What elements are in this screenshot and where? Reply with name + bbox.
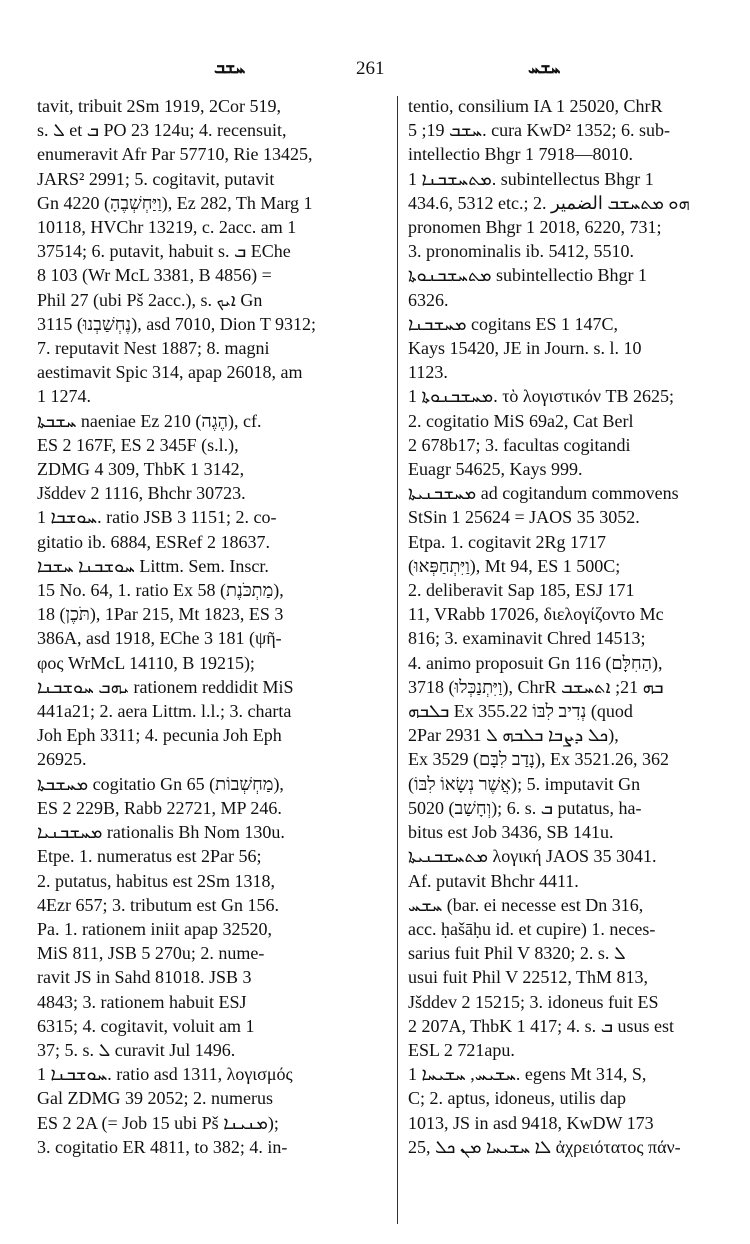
text-line: 5020 (וְחָשַׁב); 6. s. ܒ putatus, ha- [408, 797, 642, 818]
text-line: 7. reputavit Nest 1887; 8. magni [37, 338, 270, 359]
text-line: bitus est Job 3436, SB 141u. [408, 822, 614, 843]
text-line: 2 207A, ThbK 1 417; 4. s. ܒ usus est [408, 1015, 674, 1036]
text-line: ܚܫܒܬܐ naeniae Ez 210 (הֶגֶה), cf. [37, 410, 262, 431]
text-line: Kays 15420, JE in Journ. s. l. 10 [408, 338, 642, 359]
text-line: Gn 4220 (וַיַּחְשְׁבֶהָ), Ez 282, Th Marg 1 [37, 192, 313, 213]
text-line: ESL 2 721apu. [408, 1039, 515, 1060]
text-line: ܚܫܝܚ, ܚܫܝܚܐ 1. egens Mt 314, S, [408, 1064, 647, 1085]
text-line: 816; 3. examinavit Chred 14513; [408, 628, 646, 649]
text-line: tentio, consilium IA 1 25020, ChrR [408, 96, 663, 116]
text-line: C; 2. aptus, idoneus, utilis dap [408, 1088, 626, 1109]
text-line: gitatio ib. 6884, ESRef 2 18637. [37, 531, 270, 552]
text-line: 434.6, 5312 etc.; 2. ܗܘ ܡܬܚܫܒ الضمير [408, 192, 690, 213]
right-column [408, 94, 748, 1159]
text-line: 386A, asd 1918, EChe 3 181 (ψῆ- [37, 628, 282, 649]
text-line: ܚܘܫܒܐ 1. ratio JSB 3 1151; 2. co- [37, 507, 277, 528]
text-line: Gal ZDMG 39 2052; 2. numerus [37, 1088, 273, 1109]
text-line: Joh Eph 3311; 4. pecunia Joh Eph [37, 725, 282, 746]
text-line: φος WrMcL 14110, B 19215); [37, 652, 255, 673]
text-line: ܚܫܚ (bar. ei necesse est Dn 316, [408, 894, 644, 915]
text-line: Af. putavit Bhchr 4411. [408, 870, 579, 891]
text-line: 1013, JS in asd 9418, KwDW 173 [408, 1112, 654, 1133]
text-line: 441a21; 2. aera Littm. l.l.; 3. charta [37, 701, 292, 722]
text-line: Etpe. 1. numeratus est 2Par 56; [37, 846, 262, 867]
text-line: sarius fuit Phil V 8320; 2. s. ܠ [408, 943, 626, 964]
text-line: 2Par 2931 ܟܠ ܕܨܒܐ ܒܠܒܗ ܠ), [408, 725, 619, 746]
text-line: 3. cogitatio ER 4811, to 382; 4. in- [37, 1136, 288, 1157]
text-line: tavit, tribuit 2Sm 1919, 2Cor 519, [37, 96, 282, 116]
text-line: ܝܗܒ ܚܘܫܒܢܐ rationem reddidit MiS [37, 676, 294, 697]
text-line: 1 1274. [37, 386, 91, 407]
text-line: usui fuit Phil V 22512, ThM 813, [408, 967, 649, 988]
text-line: ܡܚܫܒܢܝܬܐ ad cogitandum commovens [408, 483, 679, 504]
text-line: ܚܫܒ 19; 5. cura KwD² 1352; 6. sub- [408, 120, 670, 141]
text-line: ES 2 229B, Rabb 22721, MP 246. [37, 797, 282, 818]
text-line: ܚܘܫܒܢܐ 1. ratio asd 1311, λογισμός [37, 1064, 293, 1085]
text-line: ܒܠܒܗ Ex 355.22 נְדִיב לִבּוֹ (quod [408, 701, 633, 722]
text-line: ES 2 167F, ES 2 345F (s.l.), [37, 434, 239, 455]
text-line: (אֲשֶׁר נְשָׂאוֹ לִבּוֹ); 5. imputavit Gn [408, 773, 641, 794]
text-line: 25, ܠܐ ܚܫܝܚܐ ܡܢ ܟܠ ἀχρειότατος πάν- [408, 1136, 681, 1157]
text-line: StSin 1 25624 = JAOS 35 3052. [408, 507, 640, 528]
text-line: ܡܚܫܒܢܐ cogitans ES 1 147C, [408, 313, 618, 334]
text-line: ZDMG 4 309, ThbK 1 3142, [37, 459, 245, 480]
text-line: 6315; 4. cogitavit, voluit am 1 [37, 1015, 255, 1036]
text-line: ES 2 2A (= Job 15 ubi Pš ܡܢܝܢܐ); [37, 1112, 279, 1133]
text-line: Jšddev 2 15215; 3. idoneus fuit ES [408, 991, 659, 1012]
text-line: aestimavit Spic 314, apap 26018, am [37, 362, 303, 383]
text-line: Euagr 54625, Kays 999. [408, 459, 583, 480]
text-line: enumeravit Afr Par 57710, Rie 13425, [37, 144, 313, 165]
text-line: 2. cogitatio MiS 69a2, Cat Berl [408, 410, 634, 431]
text-line: 8 103 (Wr McL 3381, B 4856) = [37, 265, 272, 286]
text-line: ܚܘܫܒܢܐ ܚܫܒܐ Littm. Sem. Inscr. [37, 555, 269, 576]
text-line: ܡܬܚܫܒܢܝܬܐ λογική JAOS 35 3041. [408, 846, 657, 867]
text-line: 3718 (וַיִּתְנַכְּלוּ), ChrR ܒܗ 21; ܐܬܚܫܒ [408, 676, 664, 697]
text-line: Jšddev 2 1116, Bhchr 30723. [37, 483, 246, 504]
text-line: Phil 27 (ubi Pš 2acc.), s. ܐܝܟ Gn [37, 289, 263, 310]
text-line: Pa. 1. rationem iniit apap 32520, [37, 918, 272, 939]
text-line: s. ܠ et ܒ PO 23 124u; 4. recensuit, [37, 120, 287, 141]
text-line: acc. ḥašāḥu id. et cupire) 1. neces- [408, 918, 656, 939]
text-line: intellectio Bhgr 1 7918—8010. [408, 144, 633, 165]
text-line: ܡܚܫܒܬܐ cogitatio Gn 65 (מַחְשְׁבוֹת), [37, 773, 284, 794]
text-line: 37; 5. s. ܠ curavit Jul 1496. [37, 1039, 236, 1060]
text-line: 3. pronominalis ib. 5412, 5510. [408, 241, 634, 262]
text-line: 18 (תֹּכֶן), 1Par 215, Mt 1823, ES 3 [37, 604, 284, 625]
text-line: 2. deliberavit Sap 185, ESJ 171 [408, 580, 635, 601]
text-line: 37514; 6. putavit, habuit s. ܒ EChe [37, 241, 291, 262]
text-line: ܡܬܚܫܒܢܘܬܐ subintellectio Bhgr 1 [408, 265, 647, 286]
text-line: 3115 (נֶחְשַׁבְנוּ), asd 7010, Dion T 9312; [37, 313, 317, 334]
text-line: JARS² 2991; 5. cogitavit, putavit [37, 168, 275, 189]
text-line: (וַיִּתְחַפְּאוּ), Mt 94, ES 1 500C; [408, 555, 621, 576]
text-line: ܡܚܫܒܢܘܬܐ 1. τὸ λογιστικόν TB 2625; [408, 386, 675, 407]
text-line: 26925. [37, 749, 87, 770]
text-line: 4Ezr 657; 3. tributum est Gn 156. [37, 894, 279, 915]
text-line: 1123. [408, 362, 448, 383]
text-line: ܡܬܚܫܒܢܐ 1. subintellectus Bhgr 1 [408, 168, 654, 189]
text-line: 15 No. 64, 1. ratio Ex 58 (מַתְכֹּנֶת), [37, 580, 284, 601]
text-line: 6326. [408, 289, 449, 310]
text-line: ܡܚܫܒܢܝܐ rationalis Bh Nom 130u. [37, 822, 285, 843]
text-line: 4. animo proposuit Gn 116 (הַחִלָּם), [408, 652, 663, 673]
text-line: pronomen Bhgr 1 2018, 6220, 731; [408, 217, 662, 238]
text-line: 11, VRabb 17026, διελογίζοντο Mc [408, 604, 664, 625]
text-line: Ex 3529 (נָדַב לִבָּם), Ex 3521.26, 362 [408, 749, 670, 770]
text-line: 2. putatus, habitus est 2Sm 1318, [37, 870, 275, 891]
page-header [0, 58, 750, 82]
running-head-right: ܚܫܚ [528, 58, 561, 77]
text-line: 4843; 3. rationem habuit ESJ [37, 991, 247, 1012]
page-number: 261 [356, 58, 385, 79]
column-divider [397, 96, 398, 1224]
text-line: 2 678b17; 3. facultas cogitandi [408, 434, 631, 455]
running-head-left: ܚܫܒ [214, 58, 246, 77]
text-line: ravit JS in Sahd 81018. JSB 3 [37, 967, 252, 988]
text-line: MiS 811, JSB 5 270u; 2. nume- [37, 943, 265, 964]
text-line: 10118, HVChr 13219, c. 2acc. am 1 [37, 217, 297, 238]
text-line: Etpa. 1. cogitavit 2Rg 1717 [408, 531, 606, 552]
left-column [37, 94, 377, 1159]
